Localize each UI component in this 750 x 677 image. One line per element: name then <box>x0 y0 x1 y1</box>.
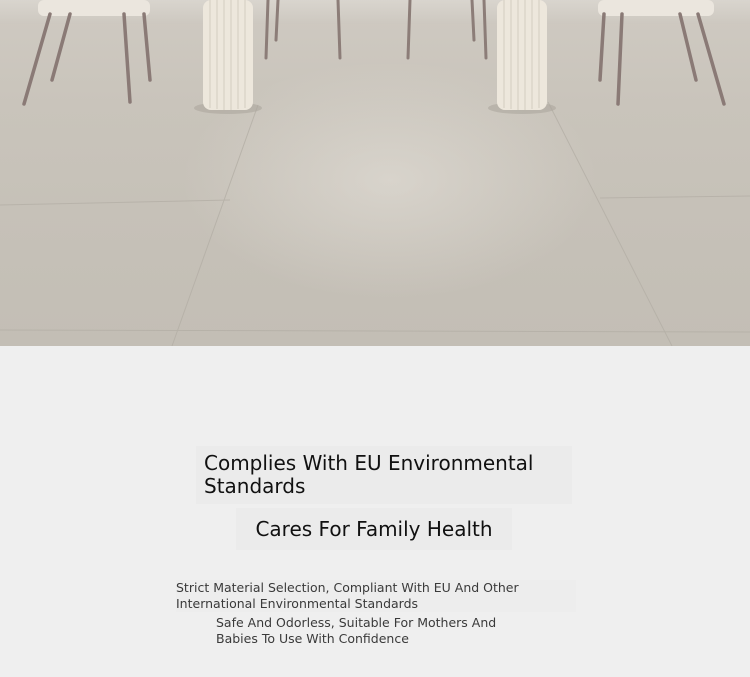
subheadline-block <box>236 508 512 550</box>
tile-seams <box>0 102 750 346</box>
chair-right <box>598 0 724 104</box>
fluted-pedestal-right <box>497 0 547 110</box>
back-chair-legs <box>266 0 486 58</box>
body-text-1: Strict Material Selection, Compliant With EU And Other International Environmental Standards <box>176 580 519 611</box>
subheadline: Cares For Family Health <box>255 516 493 541</box>
headline: Complies With EU Environmental Standards <box>204 451 534 498</box>
body-text-2: Safe And Odorless, Suitable For Mothers And Babies To Use With Confidence <box>216 615 497 646</box>
chair-left <box>24 0 150 104</box>
headline-block <box>196 446 572 504</box>
feature-description <box>0 346 750 677</box>
fluted-pedestal-left <box>203 0 253 110</box>
body-block-1 <box>176 580 576 612</box>
body-block-2 <box>216 615 536 647</box>
